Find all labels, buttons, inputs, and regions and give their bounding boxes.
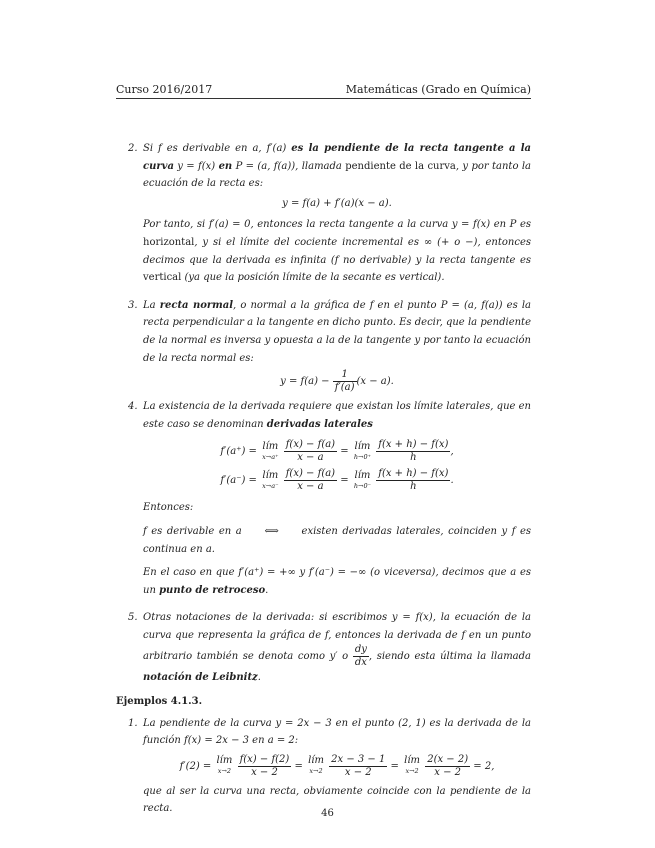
text-run: Por tanto, si f′(a) = 0, entonces la recta tangente a la curva y = f(x) en P es: [143, 219, 531, 231]
roman-text: vertical: [143, 272, 182, 284]
iff-symbol: ⟺: [264, 525, 279, 537]
denominator: x − a: [297, 481, 324, 493]
item-4-text: [143, 398, 531, 433]
equation-punct: ,: [450, 446, 454, 458]
numerator: f(x) − f(a): [285, 439, 336, 451]
text-run: f es derivable en a: [143, 525, 242, 537]
text-run: Si f es derivable en a, f′(a): [143, 143, 292, 154]
denominator: x − 2: [251, 766, 278, 778]
equation-punct: .: [450, 475, 454, 487]
lateral-derivative-left: [143, 468, 531, 493]
example-equation: [143, 754, 531, 779]
denominator: dx: [354, 657, 367, 669]
header-subject: Matemáticas (Grado en Química): [345, 83, 531, 96]
limit: [262, 442, 278, 462]
limit: [404, 756, 420, 776]
fraction: [284, 468, 337, 493]
numerator: 1: [333, 369, 357, 382]
text-run: , siendo esta última la llamada: [368, 651, 531, 663]
item-number: 4.: [128, 401, 138, 413]
denominator: x − 2: [344, 766, 372, 778]
text-run: , y si el límite del cociente incremental es ∞ (+ o −), entonces decimos que la derivada es infinita (f no derivable) y la recta tangente es: [143, 236, 531, 266]
equation-part: (x − a).: [356, 376, 394, 388]
item-2-paragraph-2: [143, 216, 531, 286]
equation-part: f′(a⁺) =: [220, 446, 257, 458]
equals-sign: =: [340, 446, 349, 458]
tangent-equation: y = f(a) + f′(a)(x − a).: [282, 197, 392, 209]
text-run: y = f(x): [177, 160, 219, 172]
fraction: [376, 468, 450, 493]
limit: [354, 471, 371, 491]
text-run: (ya que la posición límite de la secante es vertical).: [181, 272, 445, 284]
item-2-text: [143, 140, 531, 193]
item-number: 5.: [128, 612, 138, 624]
iff-statement: [143, 523, 531, 558]
numerator: 2(x − 2): [427, 753, 469, 765]
denominator: f′(a): [334, 382, 355, 394]
equation-result: = 2,: [473, 760, 495, 772]
item-3-text: [143, 297, 531, 367]
fraction: [238, 754, 292, 779]
text-run: , y por tanto la ecuación de la recta es:: [143, 160, 531, 190]
equation-part: y = f(a) −: [280, 376, 330, 388]
limit-subscript: x→2: [405, 767, 419, 776]
equation-part: f′(2) =: [179, 760, 212, 772]
emphasis-text: punto de retroceso: [159, 584, 266, 596]
denominator: x − a: [297, 452, 324, 464]
limit-subscript: h→0⁻: [353, 481, 372, 490]
list-item-4: [116, 398, 531, 599]
text-run: En el caso en que f′(a⁺) = +∞ y f′(a⁻) = −∞ (o viceversa), decimos que a es un: [143, 567, 531, 596]
limit-word: lím: [262, 440, 279, 452]
item-number: 2.: [128, 143, 138, 154]
emphasis-text: es la pendiente de la recta tangente a la curva: [143, 143, 532, 172]
limit-subscript: x→2: [217, 767, 232, 776]
numerator: f(x) − f(a): [285, 468, 336, 480]
page-number: 46: [321, 808, 334, 819]
fraction: [329, 754, 387, 779]
example-item-1: [116, 715, 531, 818]
fraction: [284, 439, 337, 464]
emphasis-text: recta normal: [159, 299, 234, 311]
emphasis-text: notación de Leibnitz: [143, 672, 258, 684]
denominator: x − 2: [434, 766, 462, 778]
example-1-text: La pendiente de la curva y = 2x − 3 en el punto (2, 1) es la derivada de la función f(x) = 2x − 3 en a = 2:: [143, 717, 531, 747]
limit-word: lím: [262, 469, 279, 481]
text-run: .: [265, 584, 269, 596]
list-item-2: [116, 140, 531, 287]
list-item-3: [116, 297, 531, 394]
text-run: Otras notaciones de la derivada: si escribimos y = f(x), la ecuación de la curva que representa la gráfica de f, entonces la derivada de f en un punto arbitrario también se denota como y′ o: [143, 612, 531, 663]
limit-subscript: h→0⁺: [353, 452, 372, 461]
emphasis-text: en: [218, 160, 233, 172]
running-header: [116, 83, 531, 96]
item-number: 3.: [128, 299, 138, 311]
page-body: [116, 140, 531, 818]
numerator: f(x + h) − f(x): [378, 468, 449, 480]
header-course: Curso 2016/2017: [116, 83, 213, 96]
text-run: La existencia de la derivada requiere que existan los límite laterales, que en este caso se denominan: [143, 401, 531, 430]
limit: [216, 756, 232, 776]
numerator: f(x + h) − f(x): [378, 439, 449, 451]
text-run: P = (a, f(a)), llamada: [232, 160, 346, 172]
denominator: h: [410, 481, 417, 493]
entonces-text: Entonces:: [143, 502, 194, 514]
numerator: f(x) − f(2): [239, 753, 290, 765]
numerator: 2x − 3 − 1: [331, 753, 386, 765]
text-run: La: [143, 299, 160, 311]
fraction: [353, 644, 369, 669]
limit: [262, 471, 278, 491]
equation-part: f′(a⁻) =: [220, 475, 257, 487]
example-1-tail: que al ser la curva una recta, obviamente coincide con la pendiente de la recta.: [143, 785, 531, 815]
equals-sign: =: [294, 760, 303, 772]
limit: [354, 442, 371, 462]
fraction: [376, 439, 450, 464]
limit-word: lím: [354, 440, 371, 452]
lateral-derivative-right: [143, 439, 531, 464]
examples-heading: Ejemplos 4.1.3.: [116, 696, 203, 708]
emphasis-text: derivadas laterales: [266, 418, 373, 430]
roman-text: pendiente de la curva: [345, 160, 456, 172]
roman-text: horizontal: [143, 236, 195, 248]
limit-subscript: x→a⁺: [262, 452, 279, 461]
retroceso-text: [143, 564, 531, 599]
limit: [308, 756, 324, 776]
text-run: , o normal a la gráfica de f en el punto P = (a, f(a)) es la recta perpendicular a la tangente en dicho punto. Es decir, que la pendiente de la normal es inversa y opuesta a la de la tangente y por tanto la ecuación de la recta normal es:: [143, 299, 532, 364]
limit-word: lím: [354, 469, 371, 481]
equals-sign: =: [390, 760, 399, 772]
limit-subscript: x→a⁻: [262, 481, 279, 490]
limit-subscript: x→2: [309, 767, 323, 776]
list-item-5: [116, 609, 531, 687]
item-5-text: [143, 609, 531, 687]
equals-sign: =: [340, 475, 349, 487]
numerator: dy: [354, 644, 367, 656]
fraction: [425, 754, 470, 779]
fraction: [333, 369, 357, 394]
limit-word: lím: [216, 755, 233, 767]
limit-word: lím: [404, 755, 421, 767]
header-rule: [116, 98, 531, 99]
limit-word: lím: [308, 755, 324, 767]
text-run: existen derivadas laterales, coinciden y f es continua en a.: [143, 525, 531, 555]
denominator: h: [410, 452, 417, 464]
text-run: .: [257, 672, 261, 684]
normal-equation: [143, 369, 531, 394]
item-number: 1.: [128, 717, 138, 729]
